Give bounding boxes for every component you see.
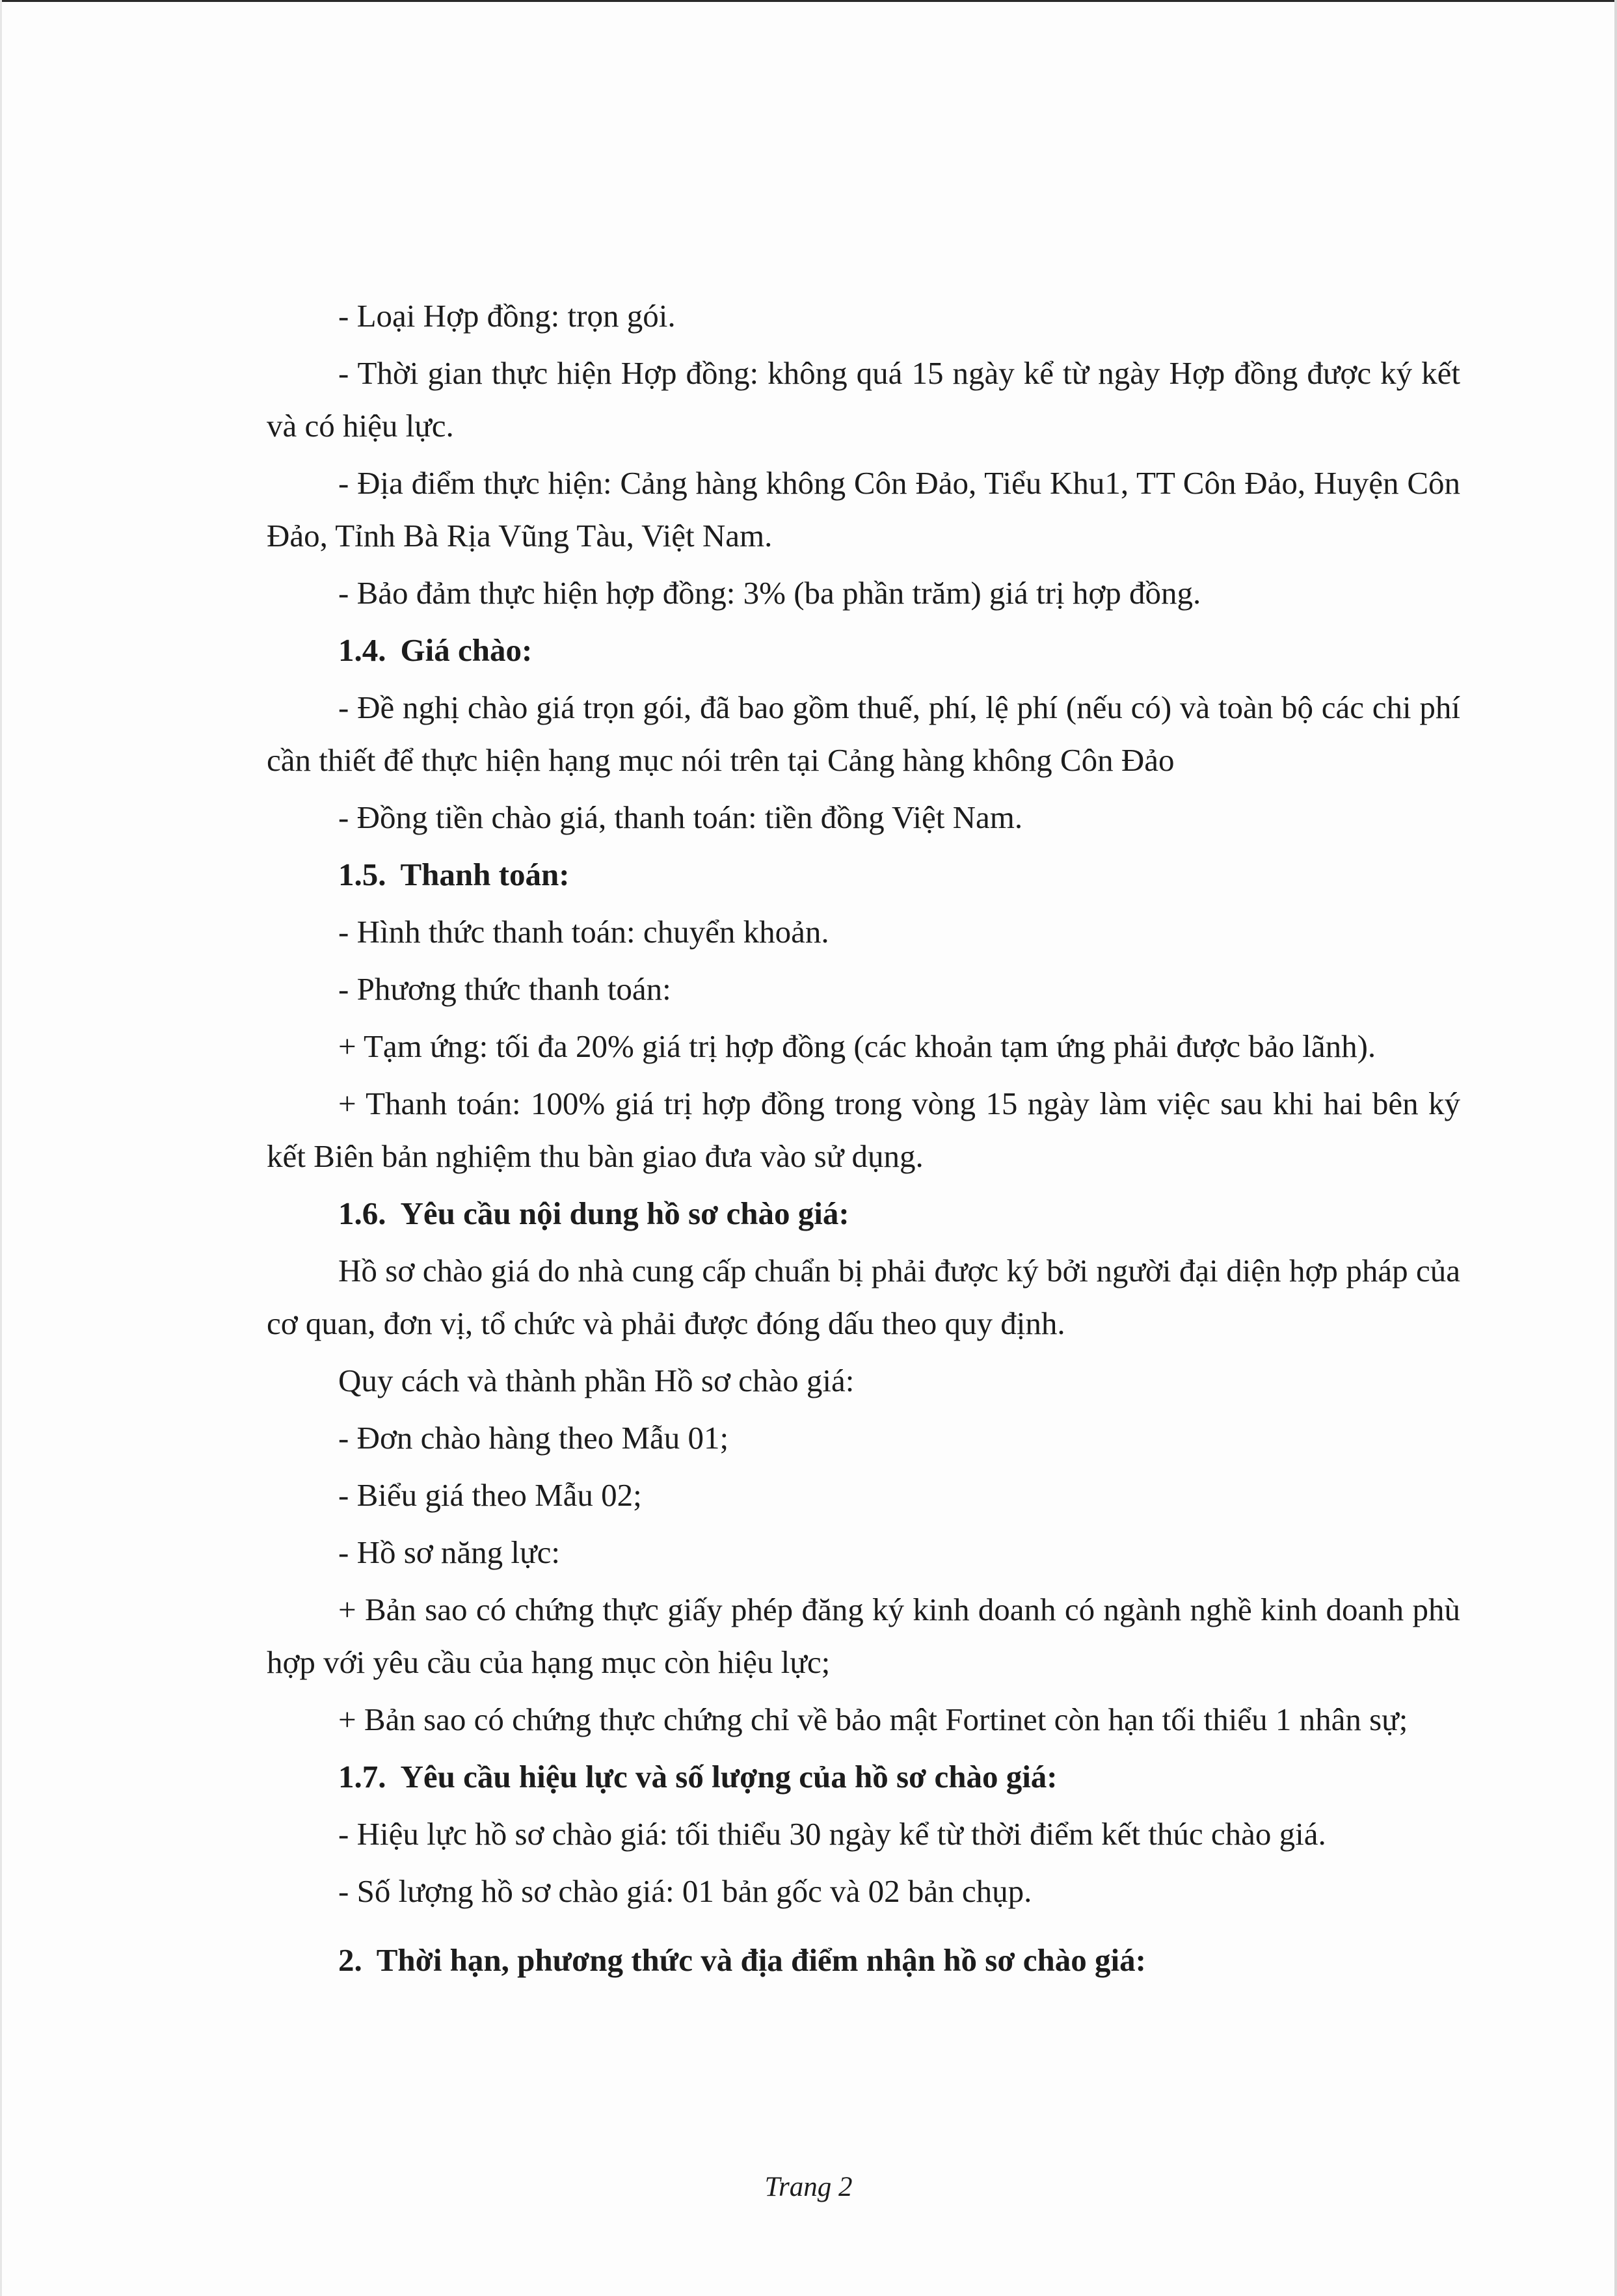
- paragraph-lump-sum-offer: - Đề nghị chào giá trọn gói, đã bao gồm thuế, phí, lệ phí (nếu có) và toàn bộ các chi phí cần thiết để thực hiện hạng mục nói trên tại Cảng hàng không Côn Đảo: [267, 689, 1460, 778]
- scan-edge-right: [1614, 0, 1617, 2296]
- scan-edge-top: [0, 0, 1617, 2]
- document-body: [267, 289, 1460, 1991]
- paragraph-bid-signature: Hồ sơ chào giá do nhà cung cấp chuẩn bị phải được ký bởi người đại diện hợp pháp của cơ quan, đơn vị, tổ chức và phải được đóng dấu theo quy định.: [267, 1253, 1460, 1341]
- heading-number: 1.7.: [338, 1759, 386, 1795]
- heading-text: Yêu cầu hiệu lực và số lượng của hồ sơ chào giá:: [400, 1759, 1058, 1795]
- paragraph-fortinet-certificate: + Bản sao có chứng thực chứng chỉ về bảo mật Fortinet còn hạn tối thiểu 1 nhân sự;: [338, 1702, 1408, 1737]
- paragraph-location: - Địa điểm thực hiện: Cảng hàng không Côn Đảo, Tiểu Khu1, TT Côn Đảo, Huyện Côn Đảo, Tỉnh Bà Rịa Vũng Tàu, Việt Nam.: [267, 465, 1460, 554]
- paragraph-currency: - Đồng tiền chào giá, thanh toán: tiền đồng Việt Nam.: [338, 799, 1023, 835]
- heading-1-5: [267, 848, 1460, 901]
- paragraph-performance-guarantee: - Bảo đảm thực hiện hợp đồng: 3% (ba phần trăm) giá trị hợp đồng.: [338, 575, 1201, 611]
- paragraph-bid-validity: - Hiệu lực hồ sơ chào giá: tối thiểu 30 ngày kể từ thời điểm kết thúc chào giá.: [338, 1816, 1326, 1852]
- heading-text: Thời hạn, phương thức và địa điểm nhận hồ sơ chào giá:: [376, 1942, 1146, 1978]
- heading-number: 2.: [338, 1942, 362, 1978]
- paragraph-form-01: - Đơn chào hàng theo Mẫu 01;: [338, 1420, 729, 1456]
- heading-text: Giá chào:: [400, 632, 533, 668]
- paragraph-bid-copies: - Số lượng hồ sơ chào giá: 01 bản gốc và 02 bản chụp.: [338, 1873, 1032, 1909]
- paragraph-payment-method: - Phương thức thanh toán:: [338, 971, 671, 1007]
- paragraph-contract-type: - Loại Hợp đồng: trọn gói.: [338, 298, 676, 334]
- heading-number: 1.4.: [338, 632, 386, 668]
- heading-1-7: [267, 1750, 1460, 1803]
- paragraph-bid-composition: Quy cách và thành phần Hồ sơ chào giá:: [338, 1363, 855, 1398]
- heading-number: 1.5.: [338, 857, 386, 892]
- heading-1-6: [267, 1187, 1460, 1240]
- paragraph-business-license: + Bản sao có chứng thực giấy phép đăng ký kinh doanh có ngành nghề kinh doanh phù hợp với yêu cầu của hạng mục còn hiệu lực;: [267, 1592, 1460, 1680]
- paragraph-contract-duration: - Thời gian thực hiện Hợp đồng: không quá 15 ngày kể từ ngày Hợp đồng được ký kết và có hiệu lực.: [267, 355, 1460, 444]
- heading-number: 1.6.: [338, 1195, 386, 1231]
- page-number: Trang 2: [764, 2172, 853, 2202]
- heading-2: [267, 1934, 1460, 1986]
- heading-text: Yêu cầu nội dung hồ sơ chào giá:: [400, 1195, 849, 1231]
- section-gap: [267, 1922, 1460, 1934]
- paragraph-capability-profile: - Hồ sơ năng lực:: [338, 1534, 560, 1570]
- scan-edge-left: [0, 0, 2, 2296]
- paragraph-advance-payment: + Tạm ứng: tối đa 20% giá trị hợp đồng (các khoản tạm ứng phải được bảo lãnh).: [338, 1028, 1376, 1064]
- heading-text: Thanh toán:: [400, 857, 570, 892]
- paragraph-form-02: - Biểu giá theo Mẫu 02;: [338, 1477, 642, 1513]
- paragraph-payment-form: - Hình thức thanh toán: chuyển khoản.: [338, 914, 829, 950]
- heading-1-4: [267, 624, 1460, 676]
- paragraph-final-payment: + Thanh toán: 100% giá trị hợp đồng trong vòng 15 ngày làm việc sau khi hai bên ký kết Biên bản nghiệm thu bàn giao đưa vào sử dụng.: [267, 1086, 1460, 1174]
